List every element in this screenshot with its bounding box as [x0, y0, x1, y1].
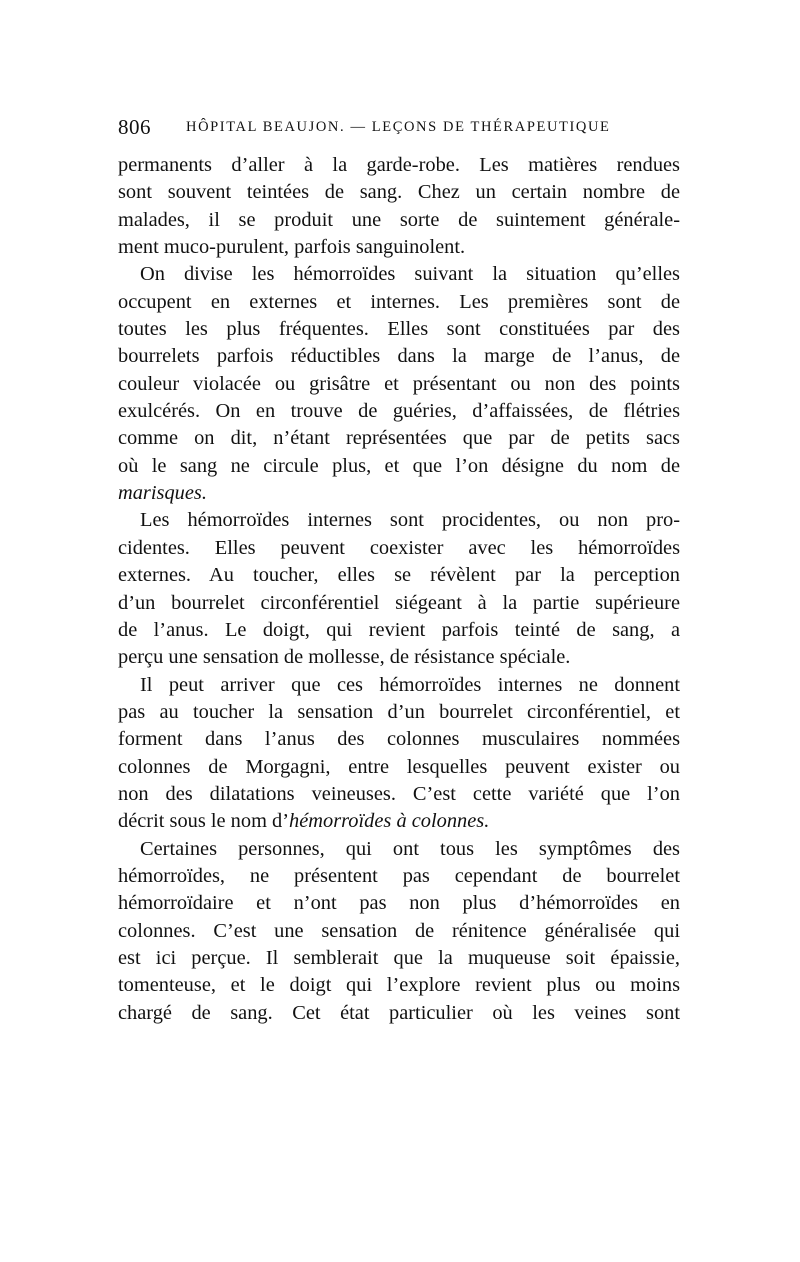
text-line: malades, il se produit une sorte de suintement générale- [118, 208, 680, 231]
paragraph-4 [118, 672, 680, 836]
text-line: hémorroïdes, ne présentent pas cependant de bourrelet [118, 864, 680, 887]
paragraph-2 [118, 261, 680, 507]
text-line: perçu une sensation de mollesse, de résistance spéciale. [118, 646, 571, 669]
paragraph-1 [118, 152, 680, 261]
text-line: est ici perçue. Il semblerait que la muqueuse soit épaissie, [118, 946, 680, 969]
text-line: forment dans l’anus des colonnes musculaires nommées [118, 728, 680, 751]
running-head [118, 115, 684, 145]
text-line: sont souvent teintées de sang. Chez un certain nombre de [118, 181, 680, 204]
text-line: non des dilatations veineuses. C’est cette variété que l’on [118, 782, 680, 805]
running-title: HÔPITAL BEAUJON. — LEÇONS DE THÉRAPEUTIQUE [186, 119, 611, 135]
text-line: externes. Au toucher, elles se révèlent par la perception [118, 564, 680, 587]
italic-term: marisques. [118, 482, 207, 505]
text-line: colonnes de Morgagni, entre lesquelles peuvent exister ou [118, 755, 680, 778]
paragraph-5 [118, 836, 680, 1027]
text-line: pas au toucher la sensation d’un bourrelet circonférentiel, et [118, 700, 680, 723]
text-line: occupent en externes et internes. Les premières sont de [118, 290, 680, 313]
text-line: ment muco-purulent, parfois sanguinolent. [118, 236, 466, 259]
text-line: de l’anus. Le doigt, qui revient parfois teinté de sang, a [118, 618, 680, 641]
text-line [118, 808, 680, 835]
text-line: Les hémorroïdes internes sont procidentes, ou non pro- [140, 509, 680, 532]
text-line: chargé de sang. Cet état particulier où les veines sont [118, 1001, 680, 1024]
text-line: hémorroïdaire et n’ont pas non plus d’hémorroïdes en [118, 892, 680, 915]
text-line: On divise les hémorroïdes suivant la situation qu’elles [140, 263, 680, 286]
text-line: Il peut arriver que ces hémorroïdes internes ne donnent [140, 673, 680, 696]
body-text [118, 152, 680, 1027]
text-line: colonnes. C’est une sensation de rénitence généralisée qui [118, 919, 680, 942]
line-prefix: décrit sous le nom d’ [118, 810, 290, 833]
text-line: comme on dit, n’étant représentées que par de petits sacs [118, 427, 680, 450]
text-line: d’un bourrelet circonférentiel siégeant à la partie supérieure [118, 591, 680, 614]
text-line: tomenteuse, et le doigt qui l’explore revient plus ou moins [118, 974, 680, 997]
text-line: bourrelets parfois réductibles dans la marge de l’anus, de [118, 345, 680, 368]
page-number: 806 [118, 115, 151, 139]
paragraph-3 [118, 507, 680, 671]
text-line: Certaines personnes, qui ont tous les symptômes des [140, 837, 680, 860]
text-line: cidentes. Elles peuvent coexister avec les hémorroïdes [118, 536, 680, 559]
text-line: toutes les plus fréquentes. Elles sont constituées par des [118, 318, 680, 341]
text-line [118, 480, 680, 507]
text-line: où le sang ne circule plus, et que l’on désigne du nom de [118, 454, 680, 477]
text-line: couleur violacée ou grisâtre et présentant ou non des points [118, 372, 680, 395]
text-line: permanents d’aller à la garde-robe. Les matières rendues [118, 154, 680, 176]
italic-term: hémorroïdes à colonnes. [289, 810, 490, 833]
text-line: exulcérés. On en trouve de guéries, d’affaissées, de flétries [118, 400, 680, 423]
